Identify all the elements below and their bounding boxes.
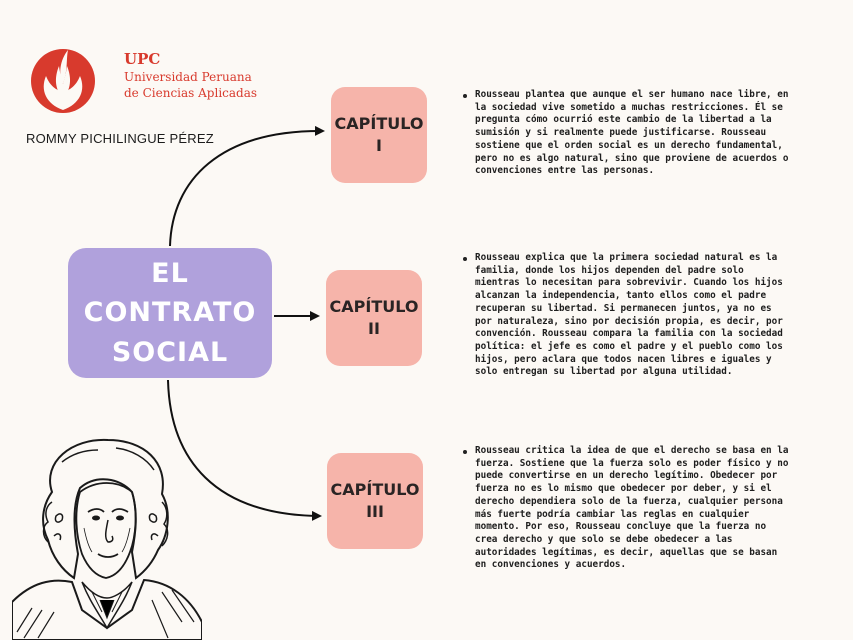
chapter-3-summary (463, 445, 793, 572)
main-topic-title: EL CONTRATO SOCIAL (83, 258, 257, 368)
brand-line-1: Universidad Peruana (124, 70, 252, 84)
rousseau-portrait-icon (12, 432, 202, 640)
chapter-1-box (331, 87, 427, 183)
bullet-icon (463, 94, 467, 98)
chapter-2-summary-text: Rousseau explica que la primera sociedad natural es la familia, donde los hijos dependen del padre solo mientras lo necesitan para sobrevivir. Cuando los hijos alcanzan la independencia, tanto ellos como el padre recuperan su libertad. Si permanecen juntos, ya no es por naturaleza, sino por decisión propia, es decir, por convención. Rousseau compara la familia con la sociedad política: el jefe es como el padre y el pueblo como los hijos, pero aclara que todos nacen libres e iguales y solo entregan su libertad por alguna utilidad. (475, 252, 783, 378)
bullet-icon (463, 450, 467, 454)
bullet-icon (463, 257, 467, 261)
chapter-3-box (327, 453, 423, 549)
brand-line-2: de Ciencias Aplicadas (124, 86, 258, 100)
chapter-2-box (326, 270, 422, 366)
author-name: ROMMY PICHILINGUE PÉREZ (26, 131, 214, 146)
chapter-3-label: CAPÍTULO III (330, 480, 420, 521)
chapter-3-summary-text: Rousseau critica la idea de que el derecho se basa en la fuerza. Sostiene que la fuerza solo es poder físico y no puede convertirse en un derecho legítimo. Obedecer por fuerza no es lo mismo que obedecer por deber, y si el derecho dependiera solo de la fuerza, cualquier persona más fuerte podría cambiar las reglas en cualquier momento. Por eso, Rousseau concluye que la fuerza no crea derecho y que solo se debe obedecer a las autoridades legítimas, es decir, aquellas que se basan en convenciones y acuerdos. (475, 445, 789, 571)
chapter-1-summary-text: Rousseau plantea que aunque el ser humano nace libre, en la sociedad vive sometido a muchas restricciones. Él se pregunta cómo ocurrió este cambio de la libertad a la sumisión y si realmente puede justificarse. Rousseau sostiene que el orden social es un derecho fundamental, pero no es algo natural, sino que proviene de acuerdos o convenciones entre las personas. (475, 89, 789, 177)
chapter-2-summary (463, 252, 793, 379)
arrow-to-chapter-1 (170, 131, 323, 246)
brand-short: UPC (124, 50, 161, 68)
chapter-2-label: CAPÍTULO II (329, 297, 419, 338)
main-topic-box (68, 248, 272, 378)
chapter-1-summary (463, 89, 793, 178)
chapter-1-label: CAPÍTULO I (334, 114, 424, 155)
